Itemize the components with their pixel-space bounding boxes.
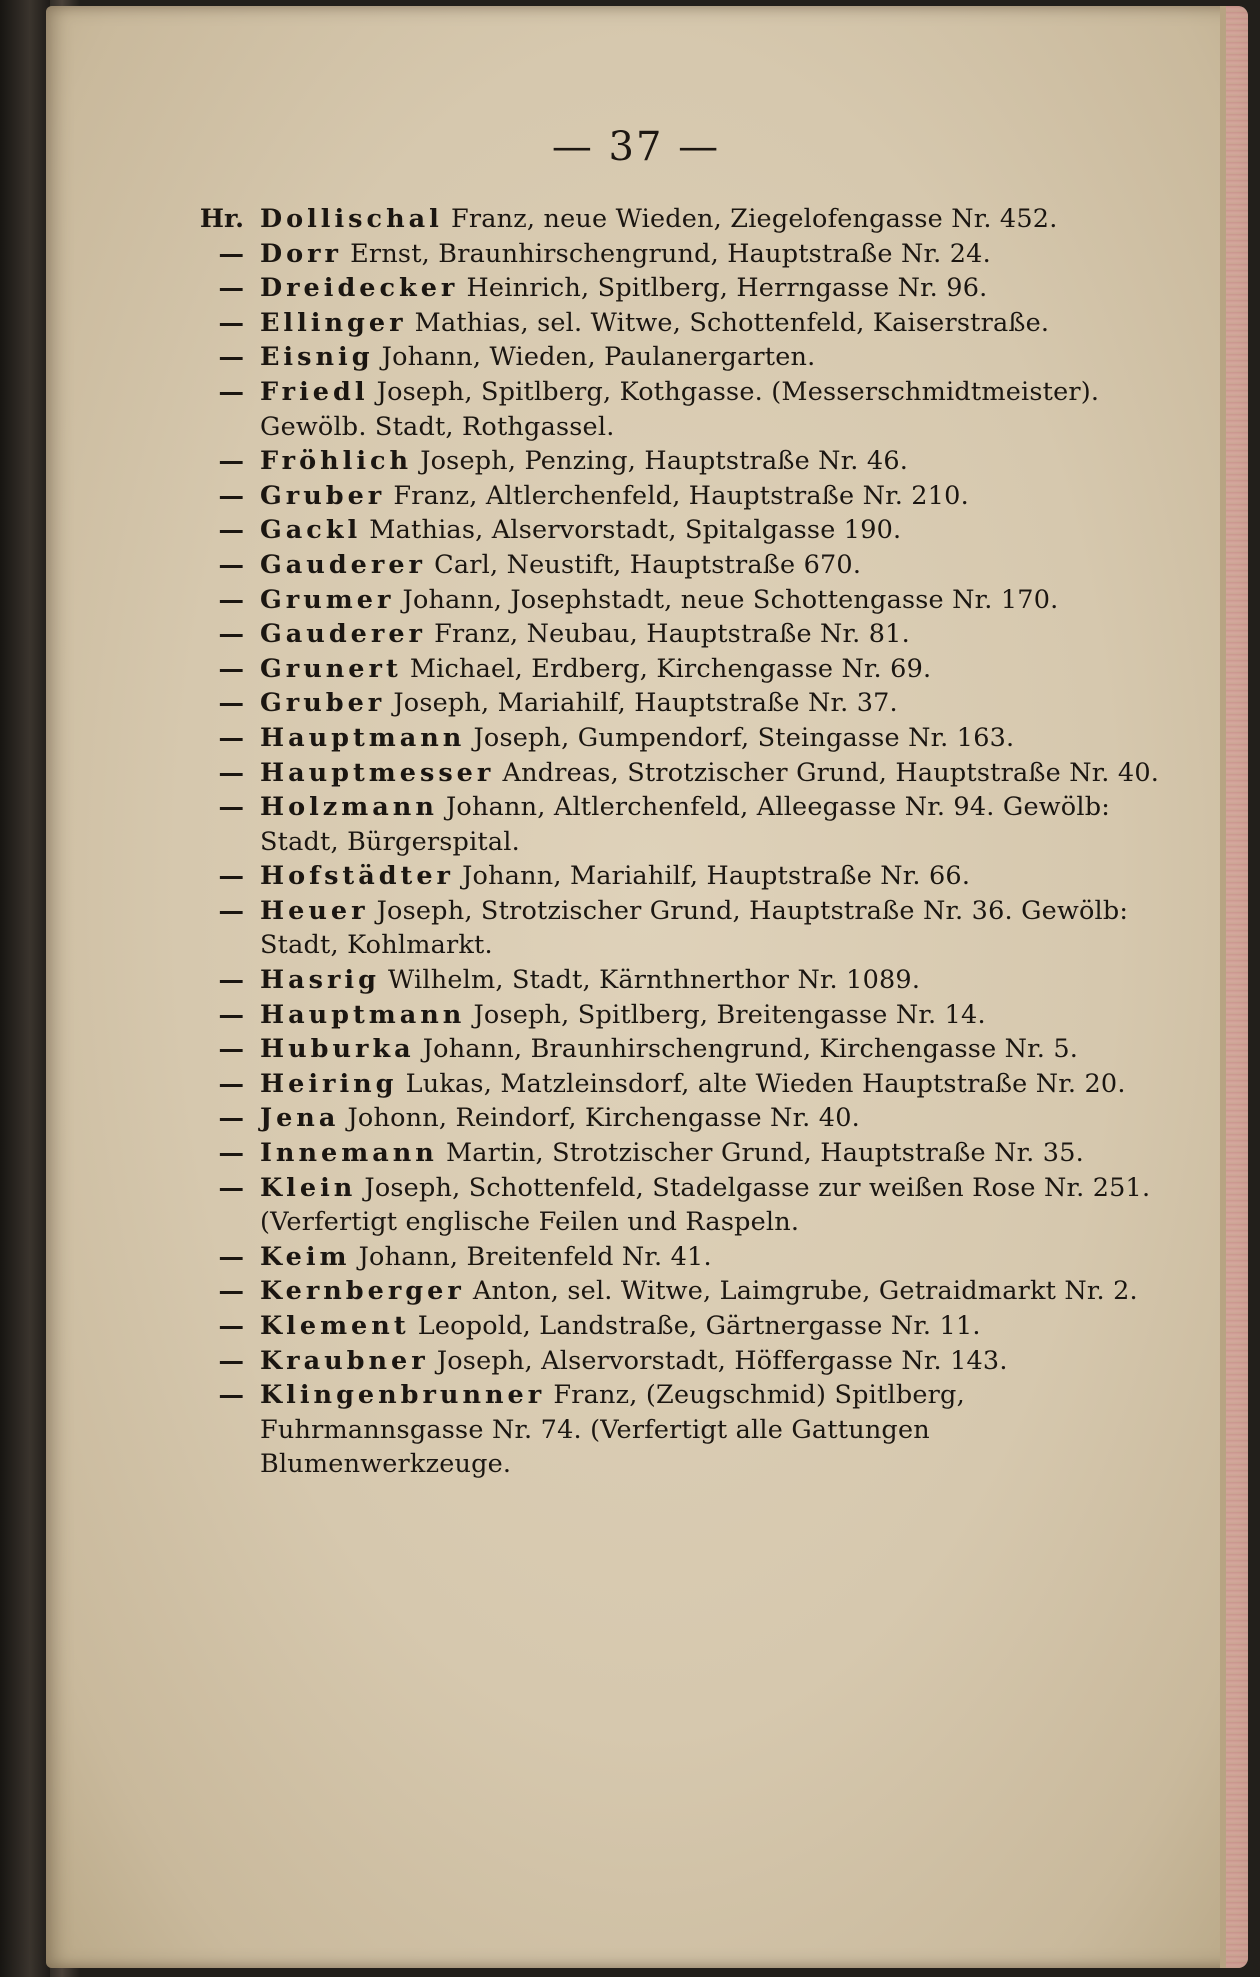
entry-surname: Grumer — [260, 584, 395, 615]
entry-lead: Hr. — [199, 204, 244, 234]
entry-surname: Grunert — [260, 653, 402, 684]
directory-entry — [134, 340, 1174, 375]
directory-entry — [134, 1171, 1174, 1240]
entry-details: Andreas, Strotzischer Grund, Hauptstraße Nr. 40. — [502, 757, 1160, 788]
entry-surname: Kernberger — [260, 1276, 465, 1307]
entry-details: Franz, neue Wieden, Ziegelofengasse Nr. 452. — [450, 204, 1058, 234]
directory-entries — [134, 202, 1174, 1482]
entry-details: Joseph, Gumpendorf, Steingasse Nr. 163. — [473, 722, 1015, 753]
entry-details: Joseph, Mariahilf, Hauptstraße Nr. 37. — [393, 688, 898, 719]
directory-entry — [134, 894, 1174, 963]
entry-surname: Klement — [260, 1311, 410, 1341]
directory-entry — [134, 963, 1174, 998]
entry-surname: Fröhlich — [260, 446, 413, 477]
directory-entry — [134, 859, 1174, 894]
directory-entry — [134, 548, 1174, 583]
entry-details: Johann, Breitenfeld Nr. 41. — [358, 1241, 712, 1272]
directory-entry — [134, 202, 1174, 237]
entry-details: Leopold, Landstraße, Gärtnergasse Nr. 11. — [417, 1311, 981, 1341]
directory-entry — [134, 790, 1174, 859]
page-sheet — [46, 6, 1248, 1968]
entry-details: Joseph, Schottenfeld, Stadelgasse zur weißen Rose Nr. 251. (Verfertigt englische Feilen und Raspeln. — [260, 1172, 1151, 1238]
entry-lead: — — [218, 584, 244, 615]
entry-surname: Hauptmann — [260, 722, 466, 753]
directory-entry — [134, 1309, 1174, 1344]
entry-lead: — — [218, 999, 244, 1030]
directory-entry — [134, 617, 1174, 652]
entry-surname: Keim — [260, 1241, 351, 1272]
directory-entry — [134, 1032, 1174, 1067]
directory-entry — [134, 271, 1174, 306]
entry-lead: — — [218, 722, 244, 753]
entry-lead: — — [218, 1068, 244, 1099]
entry-surname: Dreidecker — [260, 273, 459, 304]
entry-lead: — — [218, 1034, 244, 1065]
entry-surname: Klein — [260, 1172, 357, 1203]
directory-entry — [134, 1101, 1174, 1136]
directory-entry — [134, 306, 1174, 341]
entry-surname: Hauptmesser — [260, 757, 495, 788]
book-spine — [0, 0, 50, 1977]
entry-details: Joseph, Spitlberg, Breitengasse Nr. 14. — [473, 999, 986, 1030]
entry-lead: — — [218, 307, 244, 338]
directory-entry — [134, 721, 1174, 756]
entry-details: Heinrich, Spitlberg, Herrngasse Nr. 96. — [466, 273, 988, 304]
directory-entry — [134, 444, 1174, 479]
entry-details: Mathias, sel. Witwe, Schottenfeld, Kaiserstraße. — [414, 307, 1050, 338]
entry-surname: Jena — [260, 1103, 340, 1134]
entry-surname: Heiring — [260, 1068, 398, 1099]
entry-lead: — — [218, 1380, 244, 1411]
directory-entry — [134, 756, 1174, 791]
entry-surname: Holzmann — [260, 792, 438, 823]
entry-details: Michael, Erdberg, Kirchengasse Nr. 69. — [409, 653, 932, 684]
entry-details: Ernst, Braunhirschengrund, Hauptstraße Nr. 24. — [350, 238, 991, 269]
entry-surname: Eisnig — [260, 342, 374, 373]
entry-lead: — — [218, 688, 244, 719]
directory-entry — [134, 1378, 1174, 1482]
entry-lead: — — [218, 895, 244, 926]
entry-lead: — — [218, 861, 244, 892]
entry-surname: Friedl — [260, 376, 369, 407]
entry-details: Johann, Wieden, Paulanergarten. — [381, 342, 816, 373]
entry-surname: Kraubner — [260, 1345, 429, 1376]
entry-details: Johann, Braunhirschengrund, Kirchengasse Nr. 5. — [422, 1034, 1079, 1065]
entry-surname: Dorr — [260, 238, 342, 269]
entry-lead: — — [218, 342, 244, 373]
entry-details: Lukas, Matzleinsdorf, alte Wieden Hauptstraße Nr. 20. — [405, 1068, 1126, 1099]
entry-details: Johann, Mariahilf, Hauptstraße Nr. 66. — [462, 861, 971, 892]
directory-entry — [134, 1136, 1174, 1171]
entry-lead: — — [218, 1311, 244, 1341]
entry-lead: — — [218, 376, 244, 407]
directory-entry — [134, 652, 1174, 687]
entry-details: Joseph, Alservorstadt, Höffergasse Nr. 143. — [436, 1345, 1008, 1376]
entry-surname: Gruber — [260, 688, 386, 719]
entry-details: Franz, Neubau, Hauptstraße Nr. 81. — [434, 619, 910, 650]
entry-lead: — — [218, 480, 244, 511]
directory-entry — [134, 1344, 1174, 1379]
entry-lead: — — [218, 1241, 244, 1272]
entry-lead: — — [218, 549, 244, 580]
entry-details: Wilhelm, Stadt, Kärnthnerthor Nr. 1089. — [388, 965, 921, 996]
entry-surname: Hofstädter — [260, 861, 454, 892]
entry-surname: Innemann — [260, 1138, 438, 1169]
entry-lead: — — [218, 515, 244, 546]
entry-surname: Heuer — [260, 895, 369, 926]
entry-surname: Gackl — [260, 515, 362, 546]
entry-lead: — — [218, 1345, 244, 1376]
entry-details: Joseph, Spitlberg, Kothgasse. (Messerschmidtmeister). Gewölb. Stadt, Rothgassel. — [260, 376, 1100, 442]
entry-surname: Ellinger — [260, 307, 407, 338]
entry-lead: — — [218, 965, 244, 996]
entry-lead: — — [218, 1276, 244, 1307]
entry-details: Joseph, Penzing, Hauptstraße Nr. 46. — [420, 446, 909, 477]
entry-details: Mathias, Alservorstadt, Spitalgasse 190. — [369, 515, 902, 546]
entry-surname: Klingenbrunner — [260, 1380, 546, 1411]
red-page-edge — [1226, 6, 1248, 1968]
entry-details: Anton, sel. Witwe, Laimgrube, Getraidmarkt Nr. 2. — [472, 1276, 1138, 1307]
entry-details: Johann, Altlerchenfeld, Alleegasse Nr. 94. Gewölb: Stadt, Bürgerspital. — [260, 792, 1111, 857]
entry-lead: — — [218, 619, 244, 650]
entry-surname: Hauptmann — [260, 999, 466, 1030]
entry-surname: Hasrig — [260, 965, 380, 996]
entry-surname: Gauderer — [260, 619, 426, 650]
entry-lead: — — [218, 757, 244, 788]
entry-details: Carl, Neustift, Hauptstraße 670. — [434, 549, 862, 580]
directory-entry — [134, 1274, 1174, 1309]
directory-entry — [134, 1240, 1174, 1275]
directory-entry — [134, 1067, 1174, 1102]
entry-details: Joseph, Strotzischer Grund, Hauptstraße Nr. 36. Gewölb: Stadt, Kohlmarkt. — [260, 895, 1129, 961]
entry-lead: — — [218, 1172, 244, 1203]
directory-entry — [134, 998, 1174, 1033]
entry-surname: Gruber — [260, 480, 386, 511]
entry-lead: — — [218, 446, 244, 477]
entry-lead: — — [218, 792, 244, 823]
entry-details: Franz, Altlerchenfeld, Hauptstraße Nr. 210. — [393, 480, 969, 511]
directory-entry — [134, 686, 1174, 721]
directory-entry — [134, 583, 1174, 618]
entry-lead: — — [218, 1138, 244, 1169]
entry-surname: Dollischal — [260, 204, 443, 234]
entry-lead: — — [218, 273, 244, 304]
entry-details: Johann, Josephstadt, neue Schottengasse Nr. 170. — [402, 584, 1059, 615]
entry-surname: Gauderer — [260, 549, 426, 580]
directory-entry — [134, 479, 1174, 514]
page-number: — 37 — — [551, 124, 721, 170]
entry-lead: — — [218, 1103, 244, 1134]
entry-details: Johonn, Reindorf, Kirchengasse Nr. 40. — [347, 1103, 860, 1134]
entry-lead: — — [218, 653, 244, 684]
entry-lead: — — [218, 238, 244, 269]
directory-entry — [134, 513, 1174, 548]
directory-entry — [134, 375, 1174, 444]
entry-surname: Huburka — [260, 1034, 415, 1065]
directory-entry — [134, 237, 1174, 272]
entry-details: Martin, Strotzischer Grund, Hauptstraße Nr. 35. — [445, 1138, 1084, 1169]
entry-details: Franz, (Zeugschmid) Spitlberg, Fuhrmannsgasse Nr. 74. (Verfertigt alle Gattungen Blumenwerkzeuge. — [260, 1380, 965, 1480]
